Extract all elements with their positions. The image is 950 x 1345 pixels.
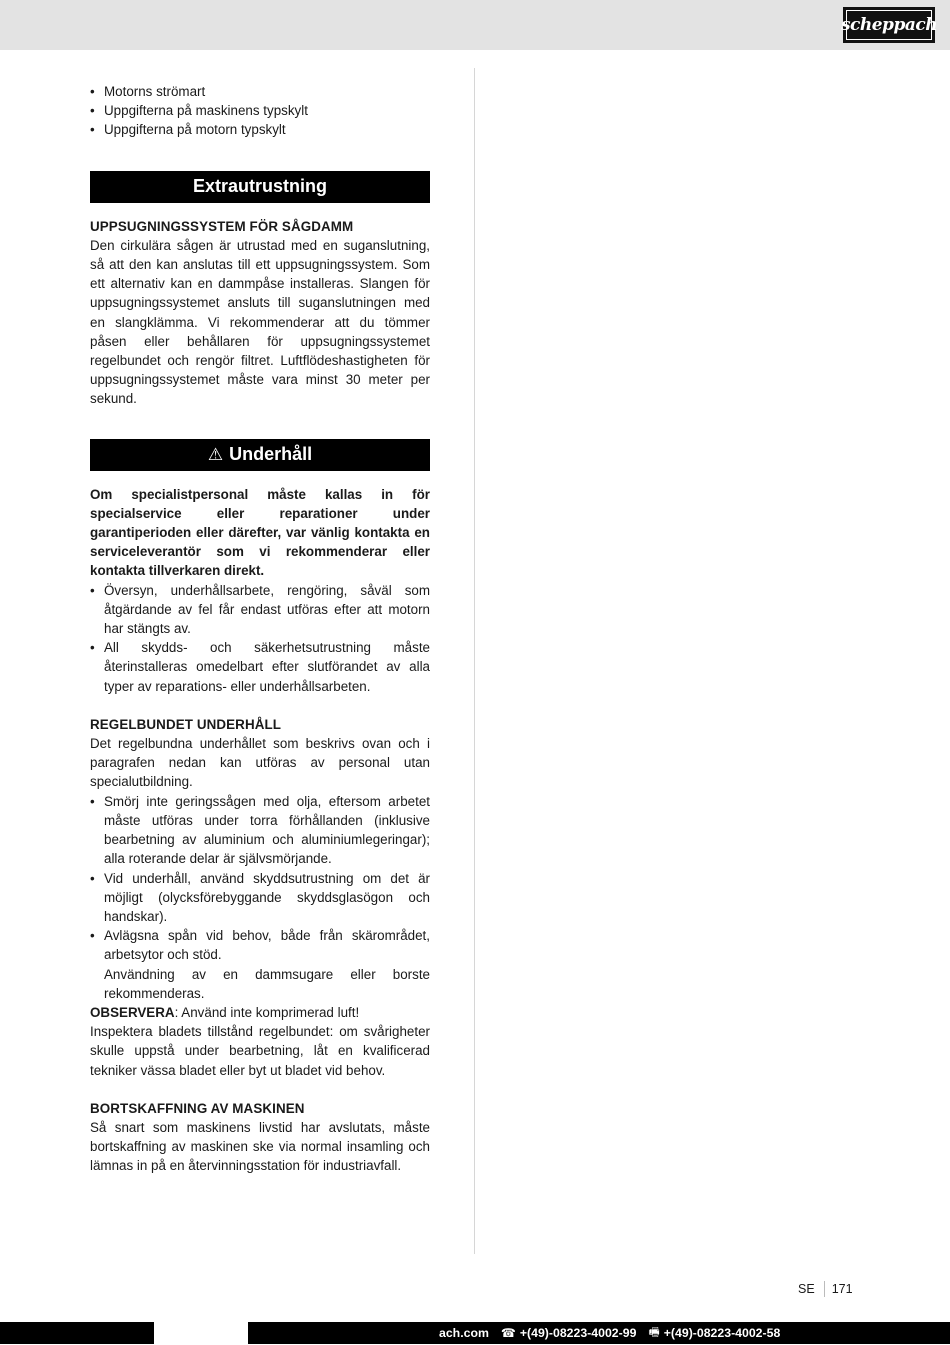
disposal-heading: BORTSKAFFNING AV MASKINEN <box>90 1100 305 1116</box>
section-title-text: Extrautrustning <box>192 176 327 196</box>
list-item-continuation: Användning av en dammsugare eller borste rekommenderas. <box>104 966 430 1001</box>
list-item: • Smörj inte geringssågen med olja, eftersom arbetet måste utföras under torra förhållanden (inklusive bearbetning av aluminium och aluminiumlegeringar); alla roterande delar är självsmörjande. <box>90 792 430 869</box>
main-column <box>90 82 430 1176</box>
list-item: • Vid underhåll, använd skyddsutrustning om det är möjligt (olycksförebyggande skyddsglasögon och handskar). <box>90 869 430 927</box>
note-label: OBSERVERA <box>90 1004 175 1020</box>
page-number <box>798 1281 853 1297</box>
page-number-value: 171 <box>831 1282 853 1296</box>
section-title-maintenance <box>90 439 430 471</box>
footer-bar <box>0 1322 950 1344</box>
maintenance-intro: Om specialistpersonal måste kallas in för specialservice eller reparationer under garantiperioden eller därefter, var vänlig kontakta en serviceleverantör som vi rekommenderar eller kontakta tillverkaren direkt. <box>90 486 430 579</box>
list-item-text: Avlägsna spån vid behov, både från skärområdet, arbetsytor och stöd. <box>104 928 430 963</box>
footer-fax: +(49)-08223-4002-58 <box>663 1326 781 1340</box>
footer-phone: +(49)-08223-4002-99 <box>519 1326 637 1340</box>
list-item: • All skydds- och säkerhetsutrustning måste återinstalleras omedelbart efter slutförandet av alla typer av reparations- eller underhållsarbeten. <box>90 638 430 696</box>
page-number-separator <box>824 1281 825 1297</box>
section-title-text: Underhåll <box>229 444 313 465</box>
section-title-extras <box>90 171 430 203</box>
footer-website[interactable]: ach.com <box>439 1326 489 1340</box>
list-item: • Motorns strömart <box>90 82 430 101</box>
list-item: • Översyn, underhållsarbete, rengöring, såväl som åtgärdande av fel får endast utföras efter att motorn har stängts av. <box>90 581 430 639</box>
list-item <box>90 926 430 1003</box>
blade-inspection-text: Inspektera bladets tillstånd regelbundet: om svårigheter skulle uppstå under bearbetning, låt en kvalificerad tekniker vässa bladet eller byt ut bladet vid behov. <box>90 1024 430 1078</box>
regular-maintenance-text: Det regelbundna underhållet som beskrivs ovan och i paragrafen nedan kan utföras av personal utan specialutbildning. <box>90 736 430 790</box>
disposal-text: Så snart som maskinens livstid har avslutats, måste bortskaffning av maskinen ske via normal insamling och lämnas in på en återvinningsstation för industriavfall. <box>90 1119 430 1174</box>
dust-extraction-heading: UPPSUGNINGSSYSTEM FÖR SÅGDAMM <box>90 218 354 234</box>
language-code: SE <box>798 1282 815 1296</box>
scheppach-logo <box>840 7 938 43</box>
list-item: • Uppgifterna på motorn typskylt <box>90 120 430 139</box>
phone-icon: ☎ <box>500 1326 516 1340</box>
column-divider <box>474 68 475 1254</box>
fax-icon: 🖷 <box>648 1324 660 1339</box>
dust-extraction-text: Den cirkulära sågen är utrustad med en suganslutning, så att den kan anslutas till ett uppsugningssystem. Som ett alternativ kan en dammpåse installeras. Slangen för uppsugningssystemet ansluts till suganslutningen med en slangklämma. Vi rekommenderar att du tömmer påsen eller behållaren för uppsugningssystemet regelbundet och rengör filtret. Luftflödeshastigheten för uppsugningssystemet måste vara minst 30 meter per sekund. <box>90 237 430 407</box>
footer-contact <box>439 1322 780 1344</box>
maintenance-list <box>90 581 430 696</box>
note-text: : Använd inte komprimerad luft! <box>174 1004 360 1020</box>
list-item: • Uppgifterna på maskinens typskylt <box>90 101 430 120</box>
regular-maintenance-list <box>90 792 430 1003</box>
motor-info-list <box>90 82 430 140</box>
regular-maintenance-heading: REGELBUNDET UNDERHÅLL <box>90 716 282 732</box>
header-bar <box>0 0 950 50</box>
footer-gap <box>154 1322 248 1344</box>
logo-text: scheppach <box>840 15 938 35</box>
warning-triangle-icon: ⚠ <box>207 445 224 465</box>
note-line <box>90 1003 430 1022</box>
